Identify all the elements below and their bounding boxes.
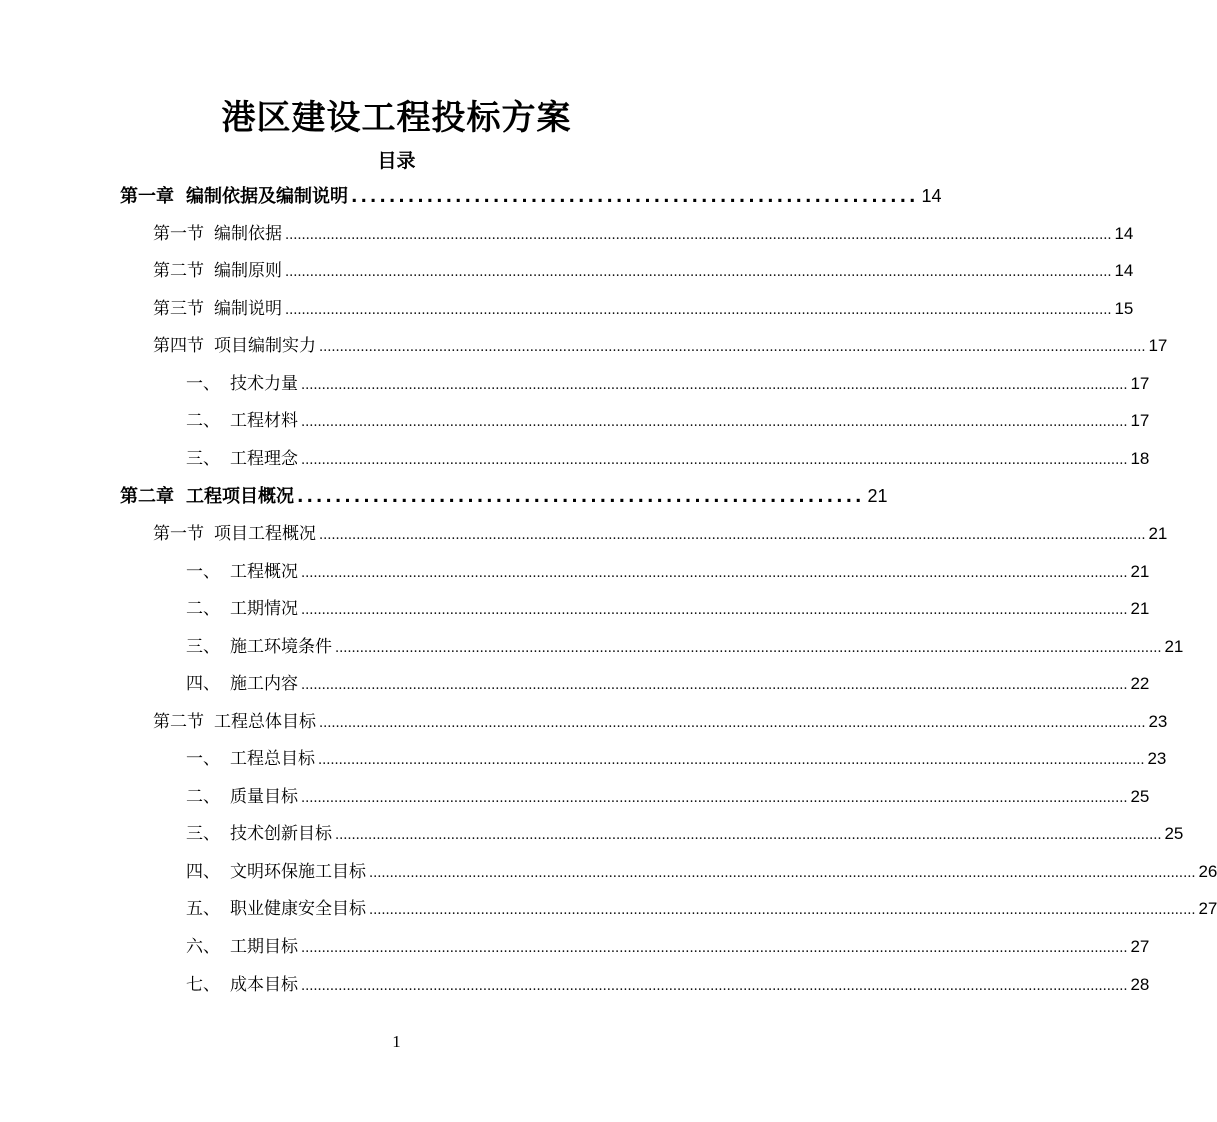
toc-entry-page: 22 xyxy=(1130,674,1150,693)
toc-entry-number: 二、 xyxy=(186,599,220,619)
toc-entry-title: 工期目标 xyxy=(230,937,298,957)
toc-entry-title: 工程项目概况 xyxy=(186,486,294,507)
toc-entry-title: 工程概况 xyxy=(230,562,298,582)
toc-entry-page: 17 xyxy=(1130,374,1150,393)
toc-entry-page: 27 xyxy=(1130,937,1150,956)
toc-dot-leader: ........................................................................................................................................................................................................ xyxy=(285,303,1112,318)
toc-entry-number: 二、 xyxy=(186,411,220,431)
toc-entry[interactable] xyxy=(153,517,1168,551)
toc-entry-page: 18 xyxy=(1130,449,1150,468)
toc-entry-number: 第一章 xyxy=(120,186,174,207)
toc-entry-page: 21 xyxy=(1148,524,1168,543)
page-number: 1 xyxy=(392,1032,401,1051)
toc-dot-leader: ........................................................................................................................................................................................................ xyxy=(301,453,1128,468)
toc-entry-title: 成本目标 xyxy=(230,975,298,995)
toc-dot-leader: ........................................................................................................................................................................................................ xyxy=(301,678,1128,693)
toc-entry[interactable] xyxy=(186,667,1150,701)
toc-entry-number: 第二节 xyxy=(153,712,204,732)
toc-entry-title: 质量目标 xyxy=(230,787,298,807)
toc-entry-page: 25 xyxy=(1164,824,1184,843)
toc-entry-page: 17 xyxy=(1148,336,1168,355)
toc-dot-leader: ........................................................................................................................................................................................................ xyxy=(301,791,1128,806)
toc-entry-title: 工程总目标 xyxy=(230,749,315,769)
toc-entry-number: 四、 xyxy=(186,674,220,694)
toc-entry[interactable] xyxy=(186,780,1150,814)
toc-entry-title: 编制原则 xyxy=(214,261,282,281)
toc-entry-number: 一、 xyxy=(186,374,220,394)
toc-entry-title: 施工内容 xyxy=(230,674,298,694)
toc-entry-number: 第四节 xyxy=(153,336,204,356)
toc-entry-number: 四、 xyxy=(186,862,220,882)
toc-entry-page: 14 xyxy=(921,186,942,206)
toc-entry[interactable] xyxy=(186,930,1150,964)
toc-entry-page: 21 xyxy=(1164,637,1184,656)
toc-entry-number: 三、 xyxy=(186,449,220,469)
toc-entry-title: 技术力量 xyxy=(230,374,298,394)
toc-entry-number: 七、 xyxy=(186,975,220,995)
toc-entry-title: 工期情况 xyxy=(230,599,298,619)
toc-entry[interactable] xyxy=(186,442,1150,476)
toc-entry-number: 一、 xyxy=(186,562,220,582)
toc-entry-title: 工程理念 xyxy=(230,449,298,469)
toc-entry-number: 三、 xyxy=(186,824,220,844)
toc-dot-leader: ........................................................................................................................................................................................................ xyxy=(285,265,1112,280)
toc-entry-title: 职业健康安全目标 xyxy=(230,899,366,919)
toc-dot-leader: ........................................................................................................................................................................................................ xyxy=(335,828,1162,843)
toc-dot-leader: ........................................................................................................................................................................................................ xyxy=(301,566,1128,581)
toc-dot-leader: ........................................................................................................................................................................................................ xyxy=(301,941,1128,956)
toc-entry-title: 技术创新目标 xyxy=(230,824,332,844)
toc-entry-page: 26 xyxy=(1198,862,1217,881)
toc-dot-leader: ........................................................................................................................................................................................................ xyxy=(369,866,1196,881)
toc-entry-title: 施工环境条件 xyxy=(230,637,332,657)
toc-dot-leader: ........................................................................................................................................................................................................ xyxy=(319,716,1146,731)
toc-entry-number: 第一节 xyxy=(153,224,204,244)
toc-entry-number: 一、 xyxy=(186,749,220,769)
toc-entry-number: 第一节 xyxy=(153,524,204,544)
toc-entry[interactable] xyxy=(120,179,942,213)
toc-entry-title: 文明环保施工目标 xyxy=(230,862,366,882)
toc-entry[interactable] xyxy=(153,254,1134,288)
toc-dot-leader: ........................................................................................................................................................................................................ xyxy=(285,228,1112,243)
toc-entry-page: 21 xyxy=(1130,599,1150,618)
toc-entry-title: 编制说明 xyxy=(214,299,282,319)
toc-dot-leader: ........................................................................................................................................................................................................ xyxy=(335,641,1162,656)
toc-entry[interactable] xyxy=(186,817,1184,851)
toc-entry-number: 二、 xyxy=(186,787,220,807)
toc-entry-title: 工程材料 xyxy=(230,411,298,431)
toc-entry[interactable] xyxy=(186,630,1184,664)
toc-entry-page: 14 xyxy=(1114,224,1134,243)
toc-entry-title: 工程总体目标 xyxy=(214,712,316,732)
toc-entry[interactable] xyxy=(186,855,1217,889)
toc-dot-leader: ........................................................................................................................................................................................................ xyxy=(319,340,1146,355)
toc-entry-number: 五、 xyxy=(186,899,220,919)
toc-entry[interactable] xyxy=(120,479,888,513)
toc-entry-page: 21 xyxy=(1130,562,1150,581)
toc-entry[interactable] xyxy=(186,555,1150,589)
toc-entry-title: 编制依据 xyxy=(214,224,282,244)
toc-entry[interactable] xyxy=(153,329,1168,363)
toc-entry[interactable] xyxy=(186,367,1150,401)
toc-entry[interactable] xyxy=(186,742,1167,776)
toc-dot-leader: ........................................................................................................................................................................................................ xyxy=(369,903,1196,918)
toc-entry-page: 15 xyxy=(1114,299,1134,318)
toc-entry[interactable] xyxy=(153,705,1168,739)
toc-entry-number: 六、 xyxy=(186,937,220,957)
toc-dot-leader: ........................................................................................................................................................................................................ xyxy=(301,603,1128,618)
toc-entry-page: 17 xyxy=(1130,411,1150,430)
toc-entry-page: 23 xyxy=(1147,749,1167,768)
toc-entry[interactable] xyxy=(153,217,1134,251)
toc-entry-title: 项目编制实力 xyxy=(214,336,316,356)
toc-dot-leader: ........................................................................................................................................................................................................ xyxy=(318,753,1145,768)
toc-entry[interactable] xyxy=(153,292,1134,326)
toc-entry-page: 23 xyxy=(1148,712,1168,731)
toc-entry-number: 第二节 xyxy=(153,261,204,281)
toc-dot-leader: ........................................................................................................................................................................................................ xyxy=(301,378,1128,393)
toc-dot-leader: ............................................................ xyxy=(297,487,865,507)
toc-entry-number: 第二章 xyxy=(120,486,174,507)
toc-entry-page: 14 xyxy=(1114,261,1134,280)
toc-entry-page: 21 xyxy=(867,486,888,506)
toc-heading: 目录 xyxy=(377,150,416,172)
toc-entry-page: 28 xyxy=(1130,975,1150,994)
toc-entry[interactable] xyxy=(186,592,1150,626)
toc-entry-page: 27 xyxy=(1198,899,1217,918)
toc-entry-title: 编制依据及编制说明 xyxy=(186,186,348,207)
toc-entry[interactable] xyxy=(186,404,1150,438)
toc-entry[interactable] xyxy=(186,968,1150,1002)
toc-entry-title: 项目工程概况 xyxy=(214,524,316,544)
toc-dot-leader: ............................................................ xyxy=(351,187,919,207)
toc-entry[interactable] xyxy=(186,892,1217,926)
toc-dot-leader: ........................................................................................................................................................................................................ xyxy=(301,979,1128,994)
toc-entry-page: 25 xyxy=(1130,787,1150,806)
toc-dot-leader: ........................................................................................................................................................................................................ xyxy=(319,528,1146,543)
toc-entry-number: 三、 xyxy=(186,637,220,657)
toc-dot-leader: ........................................................................................................................................................................................................ xyxy=(301,415,1128,430)
document-title: 港区建设工程投标方案 xyxy=(221,98,572,138)
toc-entry-number: 第三节 xyxy=(153,299,204,319)
